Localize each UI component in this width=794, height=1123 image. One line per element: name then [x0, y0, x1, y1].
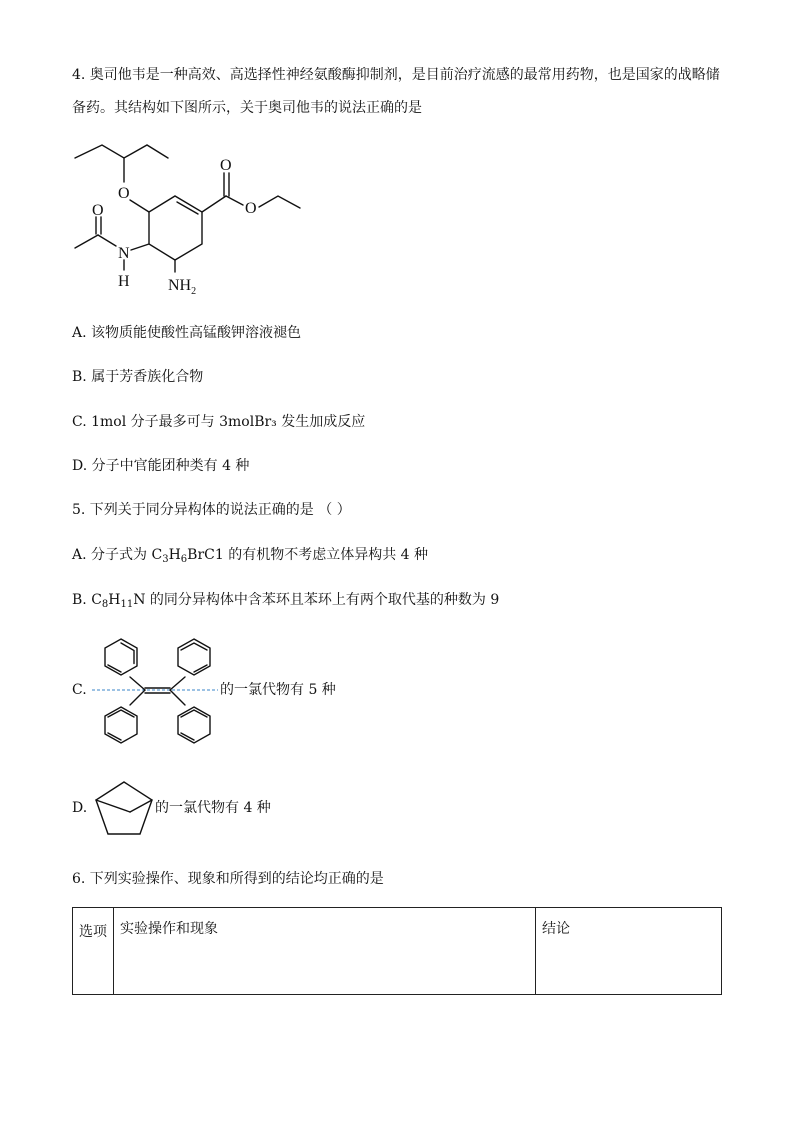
q5-option-d-text: 的一氯代物有 4 种	[155, 800, 271, 816]
atom-o-ester: O	[245, 200, 257, 217]
atom-o-ether: O	[118, 185, 130, 202]
q5-option-c-text: 的一氯代物有 5 种	[220, 682, 336, 698]
q4-option-c: C. 1mol 分子最多可与 3molBr₃ 发生加成反应	[72, 414, 366, 430]
tetraphenylethylene-structure	[90, 625, 230, 755]
q6-stem: 6. 下列实验操作、现象和所得到的结论均正确的是	[72, 871, 384, 887]
q4-stem-line1: 4. 奥司他韦是一种高效、高选择性神经氨酸酶抑制剂，是目前治疗流感的最常用药物，也是国家的战略储	[72, 67, 720, 83]
atom-n-amide: N	[118, 245, 130, 262]
table-header-row	[73, 908, 722, 995]
q5-option-c-label: C.	[72, 682, 87, 698]
q5-stem: 5. 下列关于同分异构体的说法正确的是 （ ）	[72, 502, 351, 518]
q5-option-b: B. $C_8H_{11}N$ 的同分异构体中含苯环且苯环上有两个取代基的种数为 9	[72, 592, 500, 610]
atom-h-amide: H	[118, 273, 130, 290]
q4-option-d: D. 分子中官能团种类有 4 种	[72, 458, 250, 474]
oseltamivir-structure	[60, 140, 320, 300]
header-option: 选项	[73, 908, 114, 995]
header-operation: 实验操作和现象	[114, 908, 536, 995]
q4-stem-line2: 备药。其结构如下图所示，关于奥司他韦的说法正确的是	[72, 100, 422, 116]
q4-option-b: B. 属于芳香族化合物	[72, 369, 204, 385]
q5-option-d-label: D.	[72, 800, 88, 816]
atom-nh2: $NH_2$	[168, 277, 197, 297]
header-conclusion: 结论	[536, 908, 722, 995]
q6-options-table	[72, 907, 722, 995]
norbornane-structure	[90, 778, 160, 838]
atom-o-amide: O	[92, 202, 104, 219]
q5-option-a: A. 分子式为 $C_3H_6BrC1$ 的有机物不考虑立体异构共 4 种	[72, 547, 429, 565]
atom-o-carbonyl-ester: O	[220, 157, 232, 174]
q4-option-a: A. 该物质能使酸性高锰酸钾溶液褪色	[72, 325, 302, 341]
